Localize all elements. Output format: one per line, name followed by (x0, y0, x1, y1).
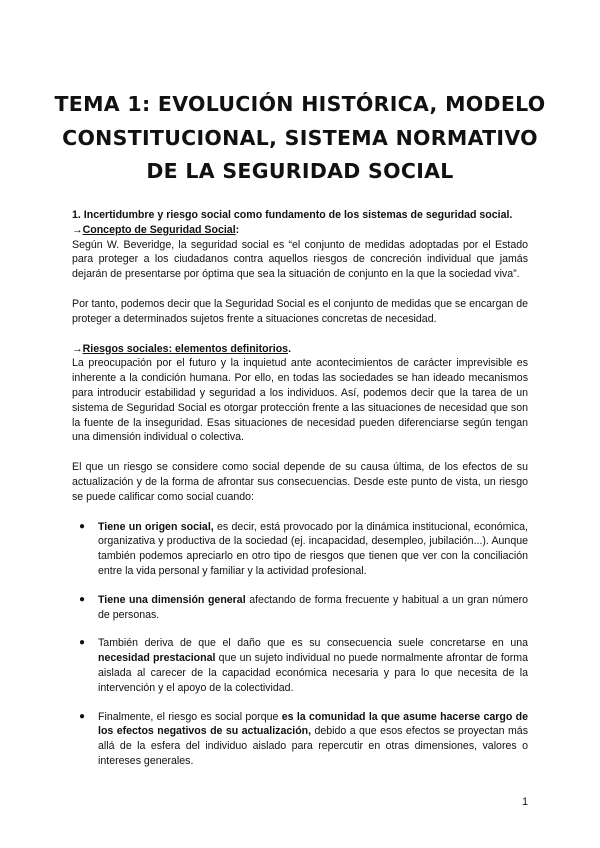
document-body (72, 208, 528, 783)
bullet-text: que un sujeto individual no puede normalmente afrontar de forma aislada al carecer de la capacidad económica necesaria y para lo que necesita de la intervención y el apoyo de la colectividad. (98, 652, 528, 694)
title-line-3: DE LA SEGURIDAD SOCIAL (146, 159, 454, 183)
bullet-text: es decir, está provocado por la dinámica institucional, económica, organizativa y productiva de la sociedad (ej. incapacidad, desempleo, jubilación...). Aunque también podemos apreciarlo en otro tipo de riesgos que tienen que ver con la conciliación entre la vida personal y familiar y la actividad profesional. (98, 520, 528, 577)
page-number: 1 (522, 796, 528, 808)
page-title (40, 88, 560, 189)
bullet-icon: ● (79, 520, 86, 532)
bullet-icon: ● (79, 710, 86, 722)
bullet-pre: También deriva de que el daño que es su consecuencia suele concretarse en una (98, 637, 528, 650)
risk-criteria-list (72, 520, 528, 769)
concept-colon: : (235, 223, 240, 236)
title-line-1: TEMA 1: EVOLUCIÓN HISTÓRICA, MODELO (54, 92, 546, 116)
bullet-text: afectando de forma frecuente y habitual a un gran número de personas. (98, 593, 529, 621)
bullet-icon: ● (79, 637, 86, 649)
risks-period: . (288, 342, 292, 355)
concept-paragraph-2: Por tanto, podemos decir que la Seguridad Social es el conjunto de medidas que se encargan de proteger a determinados sujetos frente a situaciones concretas de necesidad. (72, 297, 528, 325)
risks-subheading (72, 342, 528, 357)
bullet-bold: es la comunidad la que asume hacerse cargo de los efectos negativos de su actualización, (98, 710, 528, 738)
concept-label: Concepto de Seguridad Social (82, 223, 236, 236)
bullet-icon: ● (79, 593, 86, 605)
bullet-bold: Tiene una dimensión general (98, 593, 246, 606)
bullet-pre: Finalmente, el riesgo es social porque (98, 710, 282, 723)
section-heading: 1. Incertidumbre y riesgo social como fundamento de los sistemas de seguridad social. (72, 209, 513, 221)
list-item (72, 710, 528, 769)
bullet-text: debido a que esos efectos se proyectan más allá de la esfera del individuo aislado para repercutir en otras dimensiones, valores o intereses generales. (98, 725, 528, 767)
list-item (72, 636, 528, 695)
arrow-icon: → (72, 223, 83, 236)
bullet-bold: Tiene un origen social, (98, 520, 214, 533)
risks-paragraph-2: El que un riesgo se considere como social depende de su causa última, de los efectos de su actualización y de la forma de afrontar sus consecuencias. Desde este punto de vista, un riesgo se puede calificar como social cuando: (72, 461, 528, 503)
concept-paragraph-1: Según W. Beveridge, la seguridad social es “el conjunto de medidas adoptadas por el Estado para proteger a los ciudadanos contra aquellos riesgos de concreción individual que jamás dejarán de presentarse por óptima que sea la situación de conjunto en la que la sociedad viva”. (72, 238, 528, 281)
bullet-bold: necesidad prestacional (98, 652, 216, 665)
title-line-2: CONSTITUCIONAL, SISTEMA NORMATIVO (62, 125, 538, 150)
risks-label: Riesgos sociales: elementos definitorios (82, 342, 289, 355)
arrow-icon: → (72, 342, 83, 355)
list-item (72, 520, 528, 579)
risks-paragraph-1: La preocupación por el futuro y la inquietud ante acontecimientos de carácter imprevisible es inherente a la condición humana. Por ello, en todas las sociedades se han ideado mecanismos para introducir estabilidad y seguridad a los individuos. Así, podemos decir que la tarea de un sistema de Seguridad Social es otorgar protección frente a las situaciones de necesidad que son la fuente de la inseguridad. Esas situaciones de necesidad pueden diferenciarse según tengan una dimensión individual o colectiva. (72, 357, 528, 444)
list-item (72, 593, 528, 623)
concept-subheading (72, 223, 528, 238)
